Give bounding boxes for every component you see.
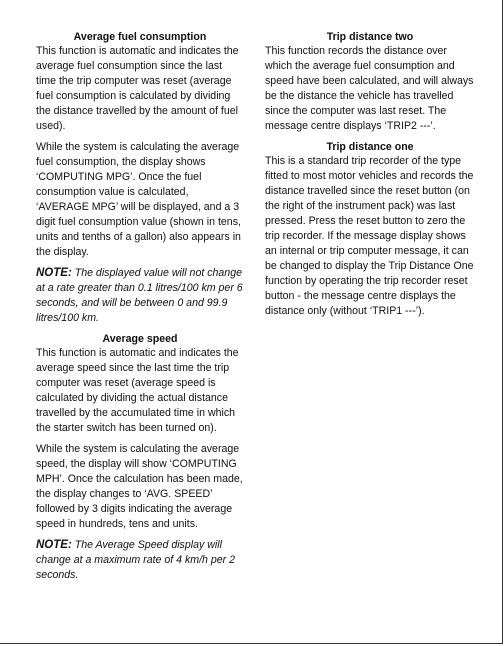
paragraph-avg-fuel-1: This function is automatic and indicates the average fuel consumption since the last time the trip computer was reset (average fuel consumption is calculated by dividing the distance travelled by the amount of fuel used). [36,45,239,132]
paragraph-avg-fuel-2: While the system is calculating the average fuel consumption, the display shows ‘COMPUTING MPG’. Once the fuel consumption value is calculated, ‘AVERAGE MPG’ will be displayed, and a 3 digit fuel consumption value (shown in tens, units and tenths of a gallon) also appears in the display. [36,141,241,258]
note-label: NOTE: [36,539,72,551]
note-text: The Average Speed display will change at a maximum rate of 4 km/h per 2 seconds. [36,539,236,581]
paragraph-trip-two: This function records the distance over which the average fuel consumption and speed have been calculated, and will always be the distance the vehicle has travelled since the computer was last reset. The message centre displays ‘TRIP2 ---’. [265,45,474,132]
heading-average-fuel-consumption: Average fuel consumption [73,31,207,43]
right-column [265,30,475,325]
note-label: NOTE: [36,267,72,279]
left-column [36,30,244,589]
heading-average-speed: Average speed [102,333,178,345]
note-text: The displayed value will not change at a rate greater than 0.1 litres/100 km per 6 seconds, and will be between 0 and 99.9 litres/100 km. [36,267,243,324]
note-avg-speed [36,538,244,583]
heading-trip-distance-one: Trip distance one [326,141,414,153]
note-avg-fuel [36,266,244,326]
paragraph-avg-speed-1: This function is automatic and indicates the average speed since the last time the trip computer was reset (average speed is calculated by dividing the actual distance travelled by the accumulated time in which the starter switch has been turned on). [36,347,239,434]
heading-trip-distance-two: Trip distance two [326,31,414,43]
paragraph-avg-speed-2: While the system is calculating the average speed, the display will show ‘COMPUTING MPH’. Once the calculation has been made, the display changes to ‘AVG. SPEED’ followed by 3 digits indicating the average speed in hundreds, tens and units. [36,443,243,530]
paragraph-trip-one: This is a standard trip recorder of the type fitted to most motor vehicles and records the distance travelled since the reset button (on the right of the instrument pack) was last pressed. Press the reset button to zero the trip recorder. If the message display shows an internal or trip computer message, it can be changed to display the Trip Distance One function by operating the trip recorder reset button - the message centre displays the distance only (without ‘TRIP1 ---’). [265,155,474,317]
